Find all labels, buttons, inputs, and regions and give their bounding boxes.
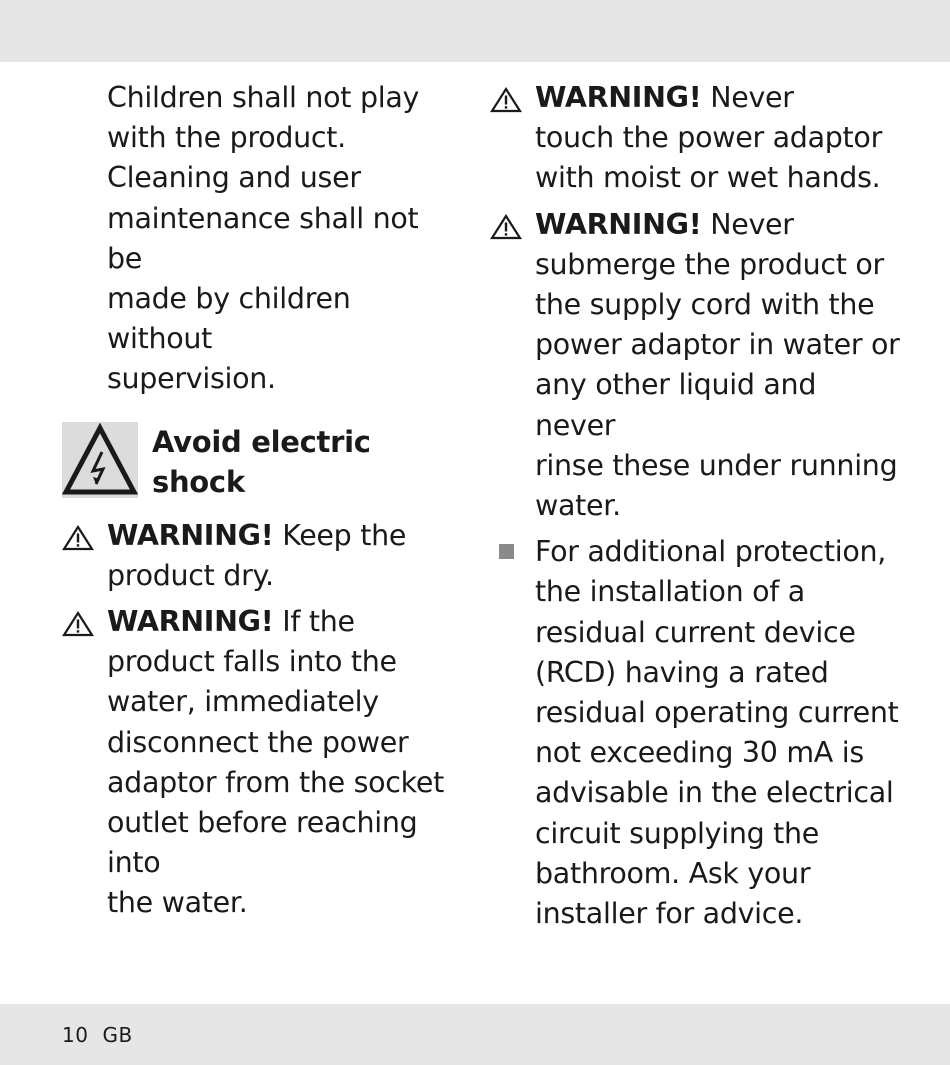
right-column (490, 78, 900, 934)
warning-triangle-icon (62, 525, 94, 551)
warning-triangle-icon (490, 87, 522, 113)
warning-text: Keep the (273, 518, 407, 552)
warning-text: Never (701, 207, 794, 241)
warning-submerge (490, 205, 900, 527)
text-line: supervision. (107, 362, 276, 396)
warning-label: WARNING! (107, 518, 274, 552)
text-line: For additional protection, (535, 535, 887, 569)
text-line: submerge the product or (535, 247, 884, 281)
text-line: the supply cord with the (535, 288, 875, 322)
warning-triangle-icon (490, 214, 522, 240)
warning-falls-into-water (62, 602, 462, 924)
language-code: GB (102, 1023, 133, 1047)
left-column (62, 78, 462, 924)
warning-label: WARNING! (535, 207, 702, 241)
text-line: outlet before reaching into (107, 806, 418, 880)
text-line: product falls into the (107, 645, 397, 679)
text-line: bathroom. Ask your (535, 856, 811, 890)
text-line: residual operating current (535, 696, 899, 730)
text-line: the water. (107, 886, 248, 920)
text-line: water, immediately (107, 685, 379, 719)
text-line: (RCD) having a rated (535, 655, 829, 689)
text-line: product dry. (107, 558, 274, 592)
section-heading (62, 422, 462, 498)
text-line: residual current device (535, 615, 856, 649)
heading-line: Avoid electric (152, 424, 371, 459)
text-line: the installation of a (535, 575, 805, 609)
text-line: adaptor from the socket (107, 765, 444, 799)
text-line: Children shall not play (107, 81, 420, 114)
text-line: power adaptor in water or (535, 328, 900, 362)
children-paragraph (107, 78, 462, 400)
text-line: with moist or wet hands. (535, 161, 881, 195)
rcd-advice-item (490, 532, 900, 934)
text-line: installer for advice. (535, 897, 804, 931)
warning-wet-hands (490, 78, 900, 199)
text-line: maintenance shall not be (107, 201, 419, 275)
warning-label: WARNING! (535, 81, 702, 114)
text-line: not exceeding 30 mA is (535, 736, 864, 770)
header-band (0, 0, 950, 62)
page-number: 10 (62, 1023, 89, 1047)
text-line: touch the power adaptor (535, 121, 882, 155)
text-line: any other liquid and never (535, 368, 817, 442)
warning-label: WARNING! (107, 605, 274, 639)
heading-line: shock (152, 464, 245, 499)
electric-shock-warning-icon (62, 422, 138, 498)
text-line: water. (535, 489, 621, 523)
text-line: with the product. (107, 121, 346, 155)
warning-triangle-icon (62, 611, 94, 637)
warning-text: If the (273, 605, 355, 639)
text-line: made by children without (107, 282, 351, 356)
text-line: Cleaning and user (107, 161, 361, 195)
section-heading-title (152, 422, 371, 502)
square-bullet-icon (499, 544, 514, 559)
text-line: circuit supplying the (535, 816, 820, 850)
text-line: disconnect the power (107, 725, 409, 759)
warning-text: Never (701, 81, 794, 114)
page-footer (62, 1023, 147, 1047)
warning-keep-dry (62, 516, 462, 596)
text-line: rinse these under running (535, 448, 898, 482)
text-line: advisable in the electrical (535, 776, 894, 810)
